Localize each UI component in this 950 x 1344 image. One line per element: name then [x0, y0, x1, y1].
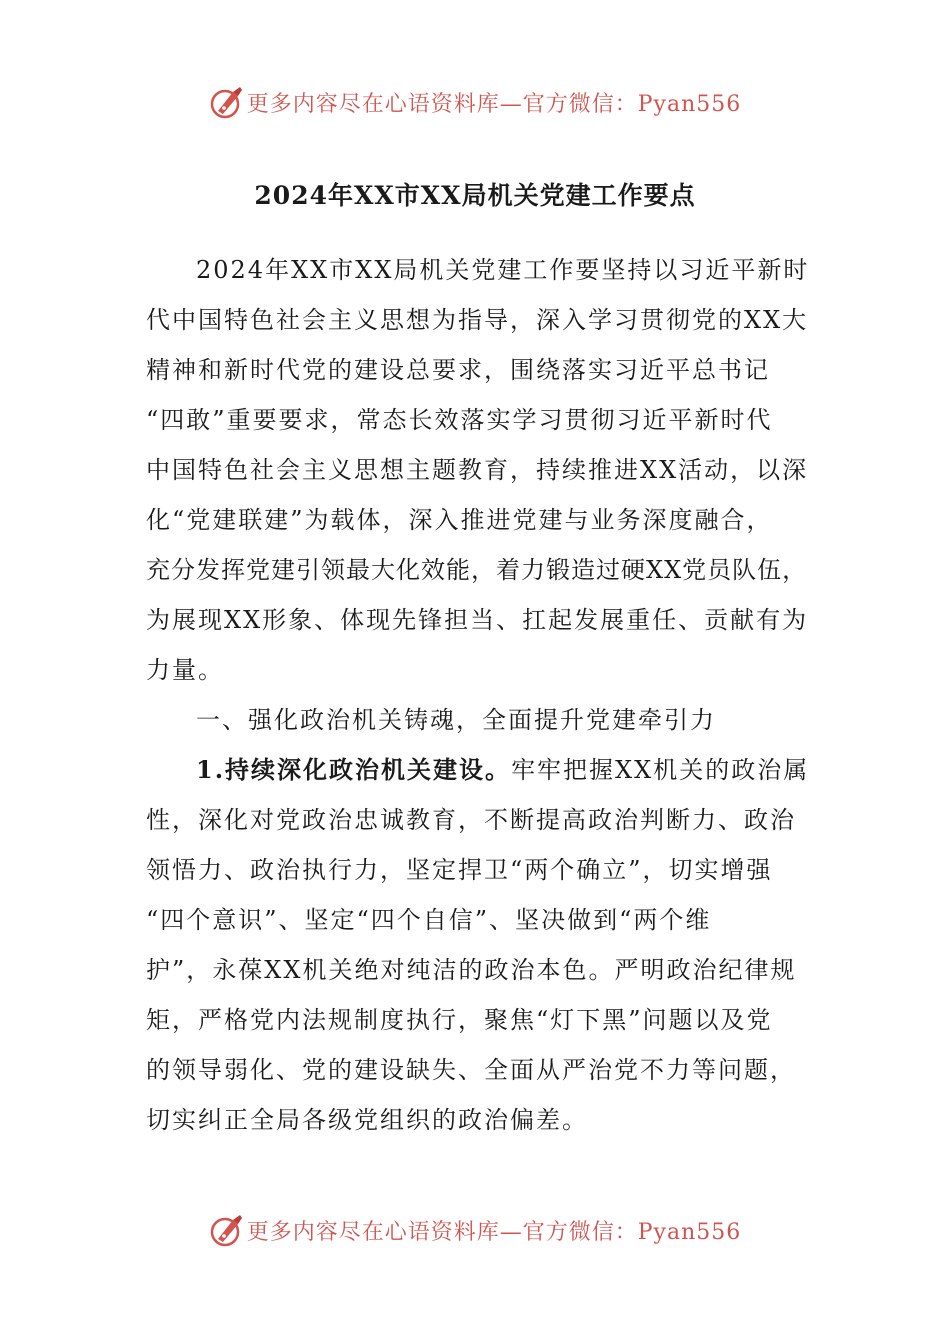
pen-nib-circle-icon	[209, 84, 245, 120]
item1-line: “四个意识”、坚定“四个自信”、坚决做到“两个维	[146, 906, 712, 934]
watermark-separator: —	[499, 91, 523, 117]
section-heading: 一、强化政治机关铸魂，全面提升党建牵引力	[196, 706, 716, 734]
intro-line: 充分发挥党建引领最大化效能，着力锻造过硬XX党员队伍，	[146, 556, 808, 584]
intro-line: 力量。	[146, 656, 224, 684]
item1-line: 领悟力、政治执行力，坚定捍卫“两个确立”，切实增强	[146, 856, 773, 884]
intro-line: “四敢”重要要求，常态长效落实学习贯彻习近平新时代	[146, 406, 773, 434]
item1-bold-lead: 1.持续深化政治机关建设。	[196, 755, 512, 784]
item1-first-line-rest: 牢牢把握XX机关的政治属	[511, 756, 810, 784]
intro-line: 代中国特色社会主义思想为指导，深入学习贯彻党的XX大	[146, 306, 809, 334]
intro-line: 化“党建联建”为载体，深入推进党建与业务深度融合，	[146, 506, 773, 534]
item1-line: 护”，永葆XX机关绝对纯洁的政治本色。严明政治纪律规	[146, 956, 797, 984]
pen-nib-circle-icon	[209, 1212, 245, 1248]
item1-line: 性，深化对党政治忠诚教育，不断提高政治判断力、政治	[146, 806, 796, 834]
watermark-brand: 更多内容尽在心语资料库	[246, 91, 500, 117]
document-title: 2024年XX市XX局机关党建工作要点	[254, 181, 696, 210]
item1-line: 切实纠正全局各级党组织的政治偏差。	[146, 1106, 588, 1134]
watermark-text	[247, 87, 742, 118]
watermark-separator: —	[499, 1219, 523, 1245]
watermark-wechat: 官方微信：Pyan556	[522, 1219, 742, 1245]
intro-line: 中国特色社会主义思想主题教育，持续推进XX活动，以深	[146, 456, 809, 484]
watermark-banner-top	[0, 80, 950, 124]
intro-line: 精神和新时代党的建设总要求，围绕落实习近平总书记	[146, 356, 770, 384]
watermark-brand: 更多内容尽在心语资料库	[246, 1219, 500, 1245]
item1-first-line	[196, 753, 809, 787]
watermark-banner-bottom	[0, 1208, 950, 1252]
intro-line: 2024年XX市XX局机关党建工作要坚持以习近平新时	[196, 256, 810, 284]
item1-line: 矩，严格党内法规制度执行，聚焦“灯下黑”问题以及党	[146, 1006, 773, 1034]
item1-line: 的领导弱化、党的建设缺失、全面从严治党不力等问题，	[146, 1056, 796, 1084]
watermark-text	[247, 1215, 742, 1246]
intro-line: 为展现XX形象、体现先锋担当、扛起发展重任、贡献有为	[146, 606, 809, 634]
watermark-wechat: 官方微信：Pyan556	[522, 91, 742, 117]
